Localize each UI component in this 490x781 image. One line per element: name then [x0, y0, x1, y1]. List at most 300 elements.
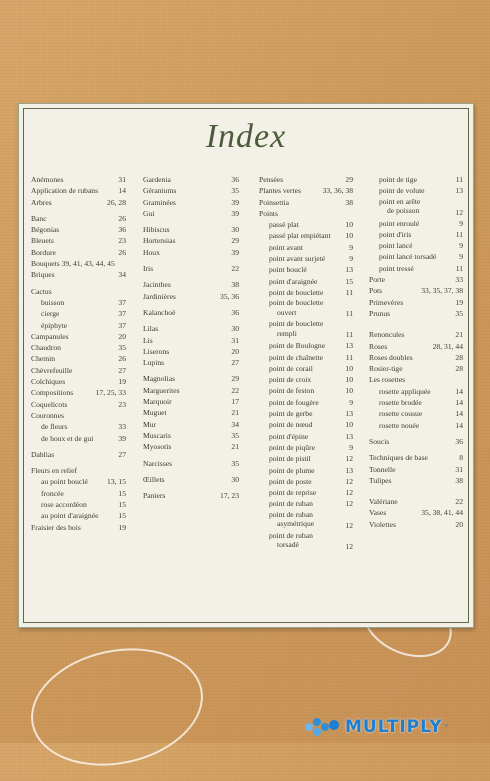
multiply-logo [305, 716, 449, 738]
index-entry [369, 285, 463, 296]
index-page-number: 9 [349, 254, 353, 264]
index-page-number: 12 [345, 541, 353, 551]
index-entry [143, 208, 239, 219]
index-entry [369, 185, 463, 196]
index-term: Compositions [31, 388, 74, 398]
index-entry [369, 475, 463, 486]
index-term: point de pistil [269, 454, 311, 464]
index-entry [143, 263, 239, 274]
index-page-number: 30 [231, 474, 239, 484]
index-entry [31, 499, 126, 510]
index-entry [31, 449, 126, 460]
index-page-number: 31 [231, 335, 239, 345]
index-page-number: 15 [118, 488, 126, 498]
index-entry [259, 453, 353, 464]
index-entry [259, 431, 353, 442]
index-term: Poinsettia [259, 197, 289, 207]
index-entry [369, 251, 463, 262]
index-page-number: 26 [118, 247, 126, 257]
index-term: point d'araignée [269, 276, 318, 286]
index-entry [31, 297, 126, 308]
index-term: point de Boulogne [269, 341, 326, 351]
index-term: Banc [31, 213, 47, 223]
index-page-number: 28, 31, 44 [432, 341, 463, 351]
index-term: Bégonias [31, 225, 60, 235]
index-entry [259, 476, 353, 487]
index-term: point de feston [269, 386, 315, 396]
index-term: Briques [31, 270, 55, 280]
index-entry [143, 357, 239, 368]
index-column-2 [143, 174, 239, 501]
index-term: point de ruban [269, 499, 313, 509]
index-page-number: 22 [231, 264, 239, 274]
index-page-number: 14 [118, 186, 126, 196]
index-term: passé plat empiétant [269, 231, 331, 241]
index-page-number: 12 [455, 207, 463, 217]
index-term: Arbres [31, 197, 52, 207]
index-page-number: 38 [345, 197, 353, 207]
index-page-number: 33, 35, 37, 38 [421, 286, 463, 296]
index-entry [31, 247, 126, 258]
index-entry [143, 174, 239, 185]
index-entry [259, 531, 353, 552]
index-entry [259, 253, 353, 264]
index-page-number: 33 [455, 275, 463, 285]
index-term: point de volute [379, 186, 425, 196]
index-entry [369, 174, 463, 185]
index-entry [31, 213, 126, 224]
index-page-number: 37 [118, 297, 126, 307]
index-entry [259, 510, 353, 531]
index-page-number: 39 [118, 433, 126, 443]
index-entry [259, 197, 353, 208]
index-page-number: 8 [459, 453, 463, 463]
index-term: Coquelicots [31, 399, 68, 409]
index-term: Application de rubans [31, 186, 99, 196]
index-entry [259, 230, 353, 241]
index-page-number: 17, 23 [220, 491, 239, 501]
index-page-number: 22 [455, 497, 463, 507]
index-term: point lancé torsadé [379, 252, 437, 262]
index-page-number: 14 [455, 420, 463, 430]
index-entry [143, 385, 239, 396]
index-page-number: 28 [455, 364, 463, 374]
index-page-number: 11 [455, 263, 463, 273]
index-entry [369, 519, 463, 530]
index-term: point avant [269, 242, 303, 252]
index-entry [143, 490, 239, 501]
index-entry [31, 174, 126, 185]
index-page-number: 31 [455, 464, 463, 474]
index-term: Chèvrefeuille [31, 365, 73, 375]
index-page-number: 19 [118, 377, 126, 387]
ribbon-decoration [20, 633, 214, 781]
index-term: Magnolias [143, 374, 176, 384]
index-term: Iris [143, 264, 154, 274]
index-entry [259, 276, 353, 287]
index-page-number: 30 [231, 324, 239, 334]
index-page-number: 13 [455, 186, 463, 196]
index-term: Bordure [31, 247, 56, 257]
index-column-4 [369, 174, 463, 530]
index-entry [369, 229, 463, 240]
index-page-number: 36 [231, 175, 239, 184]
index-entry [369, 386, 463, 397]
index-term: cierge [41, 309, 60, 319]
index-page-number: 35 [231, 430, 239, 440]
index-entry [31, 410, 126, 421]
index-page-number: 20 [118, 331, 126, 341]
trademark-mark: ™ [442, 723, 449, 731]
index-term: point enroulé [379, 218, 420, 228]
index-term: Anémones [31, 175, 64, 184]
index-page-number: 13 [345, 431, 353, 441]
index-term: Marquoir [143, 397, 172, 407]
index-term: point de tige [379, 175, 417, 184]
index-entry [31, 376, 126, 387]
index-page-number: 11 [345, 330, 353, 340]
index-entry [31, 308, 126, 319]
index-entry [259, 287, 353, 298]
index-term: Muguet [143, 408, 167, 418]
index-term: Colchiques [31, 377, 66, 387]
index-entry [143, 335, 239, 346]
index-entry [369, 308, 463, 319]
index-entry [369, 363, 463, 374]
index-term: froncée [41, 488, 64, 498]
index-term: Bouquets 39, 41, 43, 44, 45 [31, 259, 115, 269]
index-entry [143, 307, 239, 318]
index-entry [31, 353, 126, 364]
index-entry [31, 399, 126, 410]
index-entry [369, 452, 463, 463]
index-page-number: 37 [118, 320, 126, 330]
index-term: point de piqûre [269, 442, 315, 452]
index-page-number: 12 [345, 499, 353, 509]
index-entry [31, 197, 126, 208]
index-term: Dahlias [31, 449, 55, 459]
index-term: rosette nouée [379, 420, 420, 430]
index-entry [259, 374, 353, 385]
index-page-number: 10 [345, 386, 353, 396]
index-term: point de ruban torsadé [269, 530, 313, 550]
index-term: Narcisses [143, 458, 173, 468]
index-entry [143, 407, 239, 418]
index-page-number: 29 [345, 175, 353, 184]
index-term: point de poste [269, 476, 312, 486]
index-entry [31, 522, 126, 533]
index-term: rosette appliquée [379, 386, 431, 396]
index-page-number: 10 [345, 420, 353, 430]
index-page-number: 9 [349, 242, 353, 252]
index-entry [259, 174, 353, 185]
index-page-number: 13 [345, 409, 353, 419]
index-page-number: 26, 28 [107, 197, 126, 207]
index-entry [143, 396, 239, 407]
index-entry [259, 397, 353, 408]
index-page-number: 11 [345, 309, 353, 319]
index-term: point avant surjeté [269, 254, 326, 264]
index-term: Couronnes [31, 410, 64, 420]
index-term: Rosier-tige [369, 364, 403, 374]
index-term: point de bouclette rempli [269, 319, 324, 338]
index-term: épiphyte [41, 320, 68, 330]
index-term: Renoncules [369, 330, 405, 340]
index-term: point de nœud [269, 420, 313, 430]
index-page-number: 11 [345, 287, 353, 297]
index-term: de fleurs [41, 422, 68, 432]
index-entry [369, 374, 463, 385]
index-entry [259, 363, 353, 374]
index-entry [369, 329, 463, 340]
index-page-number: 17 [231, 397, 239, 407]
index-entry [31, 342, 126, 353]
index-term: point de bouclette ouvert [269, 298, 324, 317]
index-term: Liserons [143, 346, 170, 356]
index-page-number: 38 [231, 280, 239, 290]
index-entry [259, 498, 353, 509]
index-term: Porte [369, 275, 386, 285]
index-term: point tressé [379, 263, 414, 273]
index-page-number: 20 [455, 519, 463, 529]
index-term: Pots [369, 286, 383, 296]
index-term: Roses doubles [369, 352, 413, 362]
index-entry [259, 487, 353, 498]
index-term: Chemin [31, 354, 56, 364]
index-term: Campanules [31, 331, 69, 341]
index-page-number: 27 [118, 365, 126, 375]
index-entry [31, 224, 126, 235]
index-page-number: 29 [231, 374, 239, 384]
index-page-number: 9 [349, 397, 353, 407]
index-page-number: 26 [118, 213, 126, 223]
index-page-number: 10 [345, 375, 353, 385]
index-page-number: 35, 36 [220, 291, 239, 301]
index-page-number: 12 [345, 476, 353, 486]
index-page-number: 35 [231, 186, 239, 196]
index-entry [31, 510, 126, 521]
index-term: Lupins [143, 358, 165, 368]
index-term: Lis [143, 335, 153, 345]
index-page-number: 21 [455, 330, 463, 340]
index-term: point de fougère [269, 397, 319, 407]
index-page-number: 12 [345, 488, 353, 498]
index-entry [143, 247, 239, 258]
index-term: Œillets [143, 474, 165, 484]
index-term: point lancé [379, 241, 413, 251]
index-page-number: 13 [345, 265, 353, 275]
index-term: point d'épine [269, 431, 309, 441]
index-column-3 [259, 174, 353, 552]
index-page-number: 35, 38, 41, 44 [421, 508, 463, 518]
index-page-number: 23 [118, 399, 126, 409]
index-entry [369, 274, 463, 285]
index-term: Valériane [369, 497, 398, 507]
index-entry [259, 385, 353, 396]
index-entry [143, 346, 239, 357]
index-term: Cactus [31, 286, 52, 296]
index-term: Tonnelle [369, 464, 396, 474]
index-page-number: 19 [118, 522, 126, 532]
index-term: point d'iris [379, 229, 412, 239]
index-term: point de bouclette [269, 287, 324, 297]
index-page-number: 23 [118, 236, 126, 246]
index-page-number: 36 [455, 436, 463, 446]
logo-text: MULTIPLY [345, 717, 443, 737]
index-entry [143, 291, 239, 302]
index-page-number: 10 [345, 220, 353, 230]
index-term: Gui [143, 208, 155, 218]
index-entry [369, 436, 463, 447]
index-page-number: 11 [455, 229, 463, 239]
index-entry [31, 286, 126, 297]
index-page-number: 12 [345, 520, 353, 530]
index-entry [259, 185, 353, 196]
index-term: Mur [143, 419, 157, 429]
index-page-number: 9 [349, 442, 353, 452]
index-page-number: 14 [455, 409, 463, 419]
index-page-number: 14 [455, 398, 463, 408]
page-title: Index [205, 118, 287, 155]
index-page-number: 33 [118, 422, 126, 432]
index-entry [369, 352, 463, 363]
index-term: point bouclé [269, 265, 307, 275]
index-term: point de chaînette [269, 352, 323, 362]
index-page-number: 30 [231, 225, 239, 235]
index-page-number: 10 [345, 363, 353, 373]
index-page-number: 22 [231, 385, 239, 395]
index-entry [369, 408, 463, 419]
index-page-number: 10 [345, 231, 353, 241]
index-term: buisson [41, 297, 65, 307]
index-term: point de reprise [269, 488, 317, 498]
index-entry [143, 373, 239, 384]
index-page-number: 34 [118, 270, 126, 280]
index-entry [143, 185, 239, 196]
index-entry [259, 465, 353, 476]
index-entry [369, 464, 463, 475]
index-entry [369, 263, 463, 274]
index-entry [259, 352, 353, 363]
index-term: Fraisier des bois [31, 522, 81, 532]
index-page-number: 15 [118, 511, 126, 521]
index-page-number: 11 [345, 352, 353, 362]
index-term: Roses [369, 341, 388, 351]
index-page-number: 13 [345, 465, 353, 475]
index-page-number: 36 [231, 307, 239, 317]
index-term: Points [259, 208, 278, 218]
index-entry [143, 458, 239, 469]
index-page-number: 27 [231, 358, 239, 368]
index-entry [31, 433, 126, 444]
index-term: Jardinières [143, 291, 176, 301]
index-entry [259, 242, 353, 253]
index-term: point de croix [269, 375, 312, 385]
index-page-number: 28 [455, 352, 463, 362]
index-entry [259, 208, 353, 219]
index-term: Bleuets [31, 236, 54, 246]
index-term: Plantes vertes [259, 186, 301, 196]
index-page-number: 34 [231, 419, 239, 429]
index-page-number: 29 [231, 236, 239, 246]
index-entry [31, 185, 126, 196]
index-term: Muscaris [143, 430, 171, 440]
index-page-number: 35 [455, 308, 463, 318]
index-term: Primevères [369, 297, 404, 307]
index-entry [369, 496, 463, 507]
index-term: Graminées [143, 197, 176, 207]
index-entry [369, 341, 463, 352]
index-page-number: 9 [459, 241, 463, 251]
index-term: rosette cousue [379, 409, 423, 419]
index-entry [369, 507, 463, 518]
index-entry [259, 408, 353, 419]
index-page-number: 21 [231, 408, 239, 418]
index-term: Pensées [259, 175, 284, 184]
index-entry [259, 340, 353, 351]
index-term: Marguerites [143, 385, 180, 395]
index-term: rosette brodée [379, 398, 422, 408]
index-entry [259, 264, 353, 275]
index-page-number: 39 [231, 197, 239, 207]
index-term: au point d'araignée [41, 511, 99, 521]
index-entry [31, 476, 126, 487]
index-entry [369, 397, 463, 408]
index-page-number: 36 [118, 225, 126, 235]
index-page-number: 35 [118, 343, 126, 353]
index-entry [143, 419, 239, 430]
index-term: Prunus [369, 308, 391, 318]
index-entry [31, 421, 126, 432]
index-term: Jacinthes [143, 280, 171, 290]
index-term: point de corail [269, 363, 313, 373]
index-page-number: 9 [459, 218, 463, 228]
index-page-number: 19 [455, 297, 463, 307]
index-entry [259, 419, 353, 430]
index-term: point en arête de poisson [379, 196, 421, 216]
index-entry [259, 319, 353, 340]
index-term: Fleurs en relief [31, 466, 77, 476]
index-entry [31, 465, 126, 476]
index-page-number: 13 [345, 341, 353, 351]
index-page-number: 35 [231, 458, 239, 468]
index-entry [143, 474, 239, 485]
index-entry [143, 430, 239, 441]
index-term: Houx [143, 247, 160, 257]
index-page-number: 38 [455, 475, 463, 485]
index-entry [369, 197, 463, 218]
index-term: point de ruban asymétrique [269, 509, 315, 529]
index-page-number: 31 [118, 175, 126, 184]
index-entry [31, 235, 126, 246]
index-term: Kalanchoë [143, 307, 176, 317]
index-page-number: 27 [118, 449, 126, 459]
index-page-number: 11 [455, 175, 463, 184]
index-term: point de gerbe [269, 409, 313, 419]
index-entry [31, 258, 126, 269]
index-page-number: 20 [231, 346, 239, 356]
index-term: point de plume [269, 465, 315, 475]
index-page [18, 103, 474, 628]
index-entry [143, 279, 239, 290]
index-page-number: 39 [231, 208, 239, 218]
index-term: Myosotis [143, 442, 172, 452]
index-term: Chaudron [31, 343, 61, 353]
index-term: Paniers [143, 491, 166, 501]
logo-dots-icon [305, 716, 345, 738]
index-term: Techniques de base [369, 453, 428, 463]
index-page-number: 26 [118, 354, 126, 364]
